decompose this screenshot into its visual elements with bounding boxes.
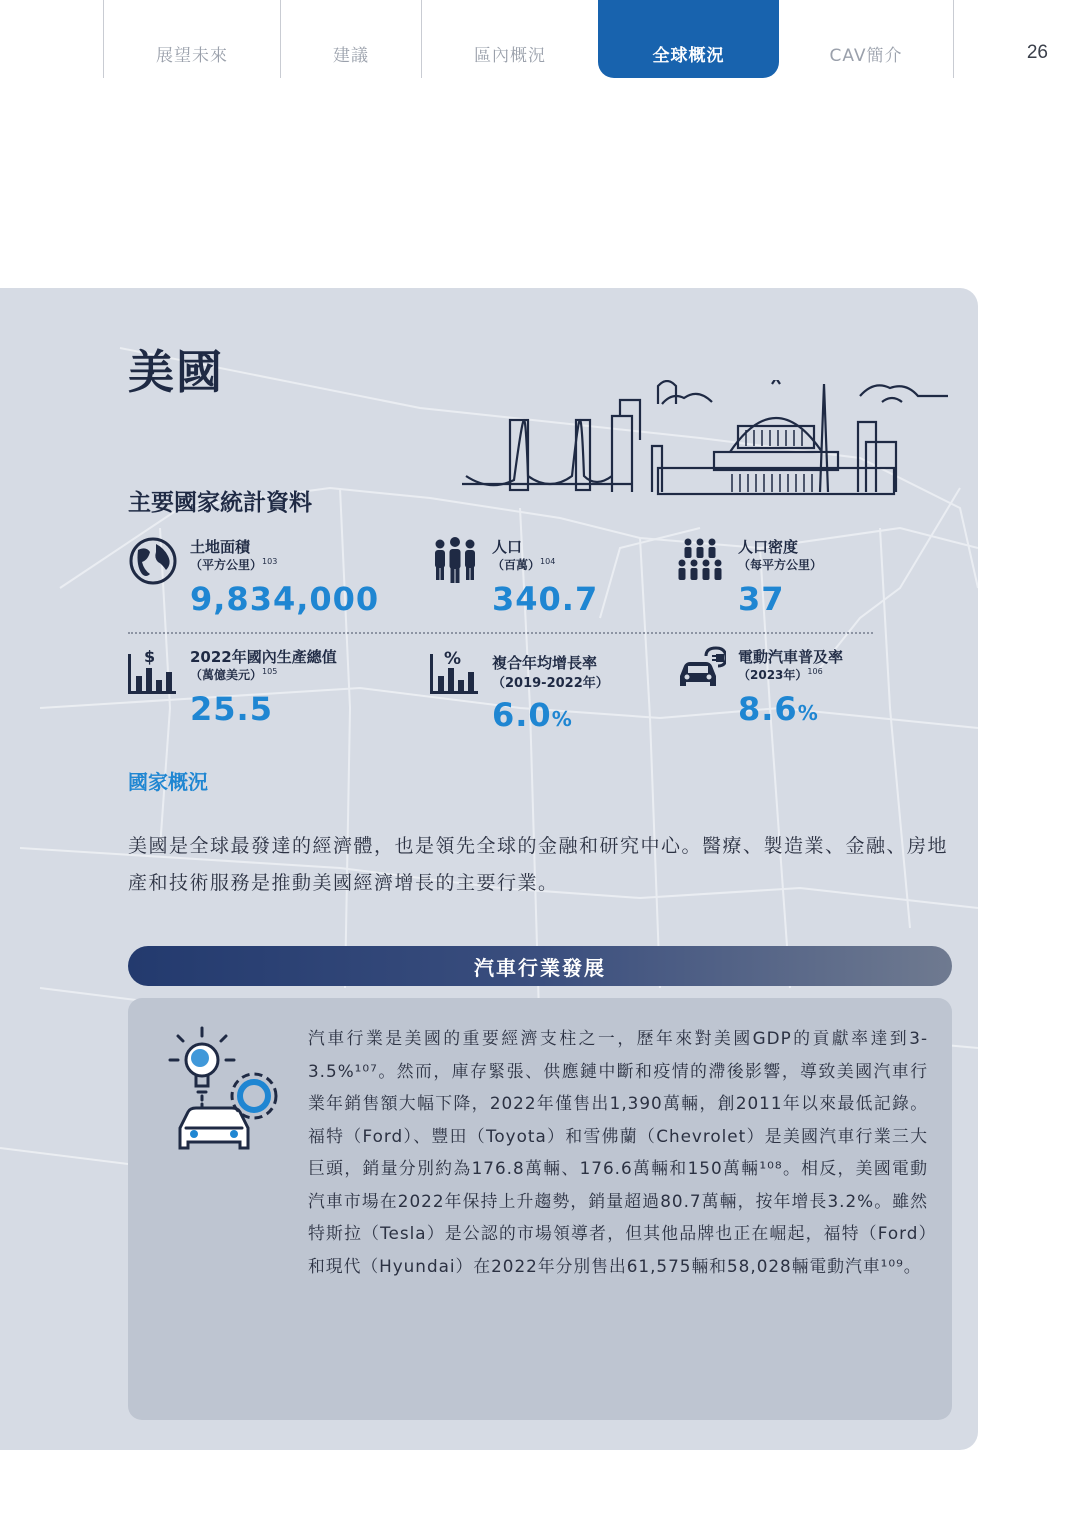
country-panel — [0, 288, 978, 1450]
crowd-icon — [676, 536, 726, 586]
overview-paragraph: 美國是全球最發達的經濟體，也是領先全球的金融和研究中心。醫療、製造業、金融、房地產和技術服務是推動美國經濟增長的主要行業。 — [128, 835, 949, 894]
gdp-chart-icon — [128, 646, 178, 696]
svg-text:$: $ — [144, 647, 156, 666]
tab-cav-intro[interactable]: CAV簡介 — [829, 45, 903, 66]
stat-land-area — [128, 536, 418, 626]
stat-population-density — [676, 536, 916, 626]
stat-unit: （平方公里）$^{103}$ — [190, 557, 278, 572]
stat-label: 複合年均增長率 — [492, 654, 598, 672]
stat-cagr — [430, 646, 670, 736]
washington-skyline-illustration — [462, 380, 952, 512]
stat-gdp — [128, 646, 418, 736]
stat-value: 9,834,000 — [190, 580, 380, 618]
stat-value: 25.5 — [190, 690, 273, 728]
stat-value: 8.6% — [738, 690, 819, 728]
stats-heading: 主要國家統計資料 — [128, 490, 312, 516]
tab-vision[interactable]: 展望未來 — [156, 45, 228, 66]
stat-label: 土地面積 — [190, 538, 251, 556]
stat-label: 電動汽車普及率 — [738, 648, 844, 666]
stat-unit: （百萬）$^{104}$ — [492, 557, 556, 572]
stat-label: 人口密度 — [738, 538, 799, 556]
country-title: 美國 — [128, 345, 224, 399]
tab-global-overview[interactable]: 全球概況 — [598, 0, 779, 78]
stat-unit: （2019-2022年） — [492, 676, 609, 691]
stat-unit: （2023年）$^{106}$ — [738, 667, 823, 682]
stat-unit: （每平方公里） — [738, 558, 823, 572]
tab-regional-overview[interactable]: 區內概況 — [474, 45, 546, 66]
stat-value: 6.0% — [492, 696, 573, 734]
people-icon — [430, 536, 480, 586]
stat-label: 人口 — [492, 538, 523, 556]
stat-population — [430, 536, 670, 626]
idea-car-gear-icon — [156, 1020, 286, 1170]
svg-text:%: % — [444, 649, 462, 669]
overview-heading: 國家概況 — [128, 770, 208, 794]
tab-recommendations[interactable]: 建議 — [333, 45, 369, 66]
nav-divider — [953, 0, 954, 78]
page-number: 26 — [1026, 42, 1048, 63]
percent-chart-icon — [430, 646, 480, 696]
stats-divider — [128, 632, 873, 634]
auto-industry-paragraph: 汽車行業是美國的重要經濟支柱之一，歷年來對美國GDP的貢獻率達到3-3.5%¹⁰⁷。然而，庫存緊張、供應鏈中斷和疫情的滯後影響，導致美國汽車行業年銷售額大幅下降，2022年僅售出1,390萬輛，創2011年以來最低記錄。福特（Ford）、豐田（Toyota）和雪佛蘭（Chevrolet）是美國汽車行業三大巨頭，銷量分別約為176.8萬輛、176.6萬輛和150萬輛¹⁰⁸。相反，美國電動汽車市場在2022年保持上升趨勢，銷量超過80.7萬輛，按年增長3.2%。雖然特斯拉（Tesla）是公認的市場領導者，但其他品牌也正在崛起，福特（Ford）和現代（Hyundai）在2022年分別售出61,575輛和58,028輛電動汽車¹⁰⁹。 — [308, 1028, 928, 1276]
stat-value: 37 — [738, 580, 785, 618]
auto-industry-card — [128, 998, 952, 1420]
globe-icon — [128, 536, 178, 586]
stat-unit: （萬億美元）$^{105}$ — [190, 667, 278, 682]
stat-ev-penetration — [676, 646, 916, 736]
ev-car-icon — [676, 646, 726, 696]
stat-label: 2022年國內生產總值 — [190, 648, 337, 666]
stat-value: 340.7 — [492, 580, 599, 618]
top-nav — [0, 0, 1080, 80]
auto-industry-banner: 汽車行業發展 — [128, 946, 952, 986]
